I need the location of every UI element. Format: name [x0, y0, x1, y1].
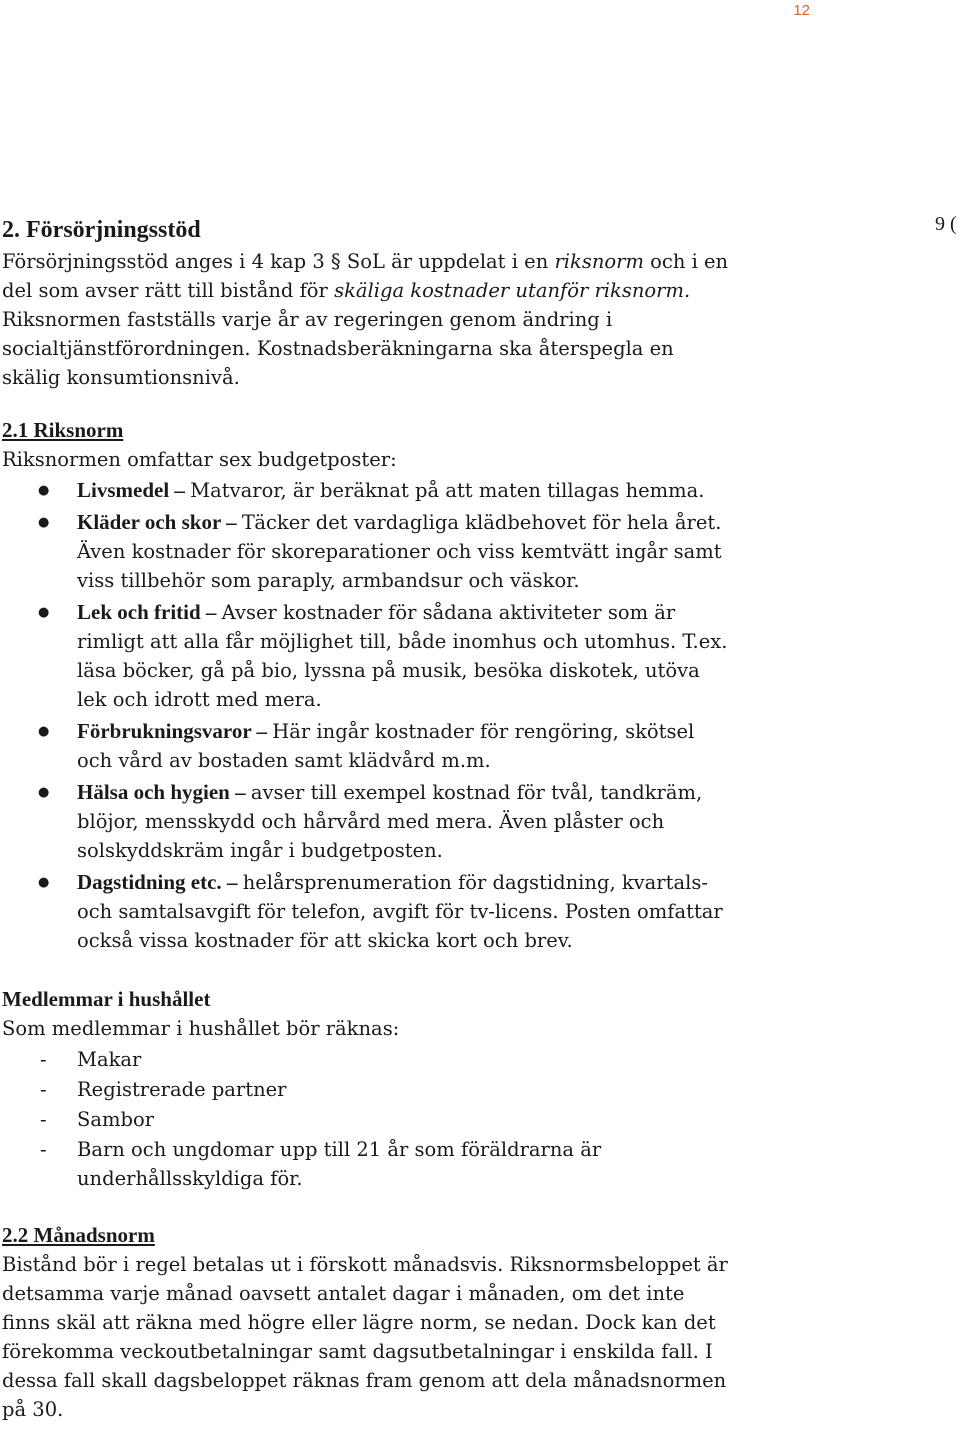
emphasis-skaliga-kostnader: skäliga kostnader utanför riksnorm. [334, 279, 691, 302]
budget-item-term: Dagstidning etc. [77, 870, 222, 894]
members-intro: Som medlemmar i hushållet bör räknas: [2, 1017, 400, 1040]
riksnorm-intro: Riksnormen omfattar sex budgetposter: [2, 448, 397, 471]
subsection-heading-manadsnorm: 2.2 Månadsnorm [2, 1223, 155, 1247]
document-body [2, 214, 732, 1424]
budget-item-list [2, 476, 732, 955]
budget-item-dash: – [251, 719, 273, 743]
budget-item-description: Här ingår kostnader för rengöring, skötsel och vård av bostaden samt klädvård m.m. [77, 720, 695, 772]
budget-item-dash: – [220, 510, 242, 534]
budget-item-description: Avser kostnader för sådana aktiviteter som är rimligt att alla får möjlighet till, både inomhus och utomhus. T.ex. läsa böcker, gå på bio, lyssna på musik, besöka diskotek, utöva lek och idrott med mera. [77, 601, 728, 711]
page-header-bar [0, 0, 960, 20]
budget-item-term: Hälsa och hygien [77, 780, 230, 804]
emphasis-riksnorm: riksnorm [554, 250, 644, 273]
budget-item [2, 598, 732, 714]
section-heading-forsorjningsstod: 2. Försörjningsstöd [2, 217, 201, 243]
budget-item-description: avser till exempel kostnad för tvål, tandkräm, blöjor, mensskydd och hårvård med mera. Även plåster och solskyddskräm ingår i budgetposten. [77, 781, 703, 862]
budget-item [2, 868, 732, 955]
members-heading: Medlemmar i hushållet [2, 987, 211, 1011]
budget-item-term: Förbrukningsvaror [77, 719, 252, 743]
budget-item-description: helårsprenumeration för dagstidning, kvartals- och samtalsavgift för telefon, avgift för tv-licens. Posten omfattar också vissa kostnader för att skicka kort och brev. [77, 871, 723, 952]
section-paragraph-intro [2, 247, 732, 392]
member-list-item: - Registrerade partner [2, 1075, 732, 1104]
budget-item-dash: – [200, 600, 222, 624]
budget-item-term: Lek och fritid [77, 600, 201, 624]
budget-item [2, 778, 732, 865]
budget-item-dash: – [221, 870, 243, 894]
member-list-item: - Sambor [2, 1105, 732, 1134]
budget-item [2, 476, 732, 505]
intro-text-1: Försörjningsstöd anges i 4 kap 3 § SoL är uppdelat i en [2, 250, 555, 273]
budget-item-dash: – [169, 478, 191, 502]
budget-item-term: Kläder och skor [77, 510, 221, 534]
subsection-heading-riksnorm: 2.1 Riksnorm [2, 418, 124, 442]
budget-item [2, 717, 732, 775]
member-list-item: - Makar [2, 1045, 732, 1074]
intro-text-2: och i en del som avser rätt till bistånd för [2, 250, 729, 302]
member-list [2, 1045, 732, 1193]
budget-item-term: Livsmedel [77, 478, 170, 502]
budget-item [2, 508, 732, 595]
budget-item-description: Matvaror, är beräknat på att maten tillagas hemma. [190, 479, 705, 502]
page-number: 12 [793, 2, 810, 19]
manadsnorm-paragraph: Bistånd bör i regel betalas ut i förskott månadsvis. Riksnormsbeloppet är detsamma varje månad oavsett antalet dagar i månaden, om det inte finns skäl att räkna med högre eller lägre norm, se nedan. Dock kan det förekomma veckoutbetalningar samt dagsutbetalningar i enskilda fall. I dessa fall skall dagsbeloppet räknas fram genom att dela månadsnormen på 30. [2, 1253, 728, 1421]
intro-text-3: Riksnormen fastställs varje år av regeringen genom ändring i socialtjänstförordningen. Kostnadsberäkningarna ska återspegla en skälig konsumtionsnivå. [2, 308, 674, 389]
page-side-reference: 9 ( [935, 213, 957, 235]
budget-item-dash: – [229, 780, 251, 804]
budget-item-description: Täcker det vardagliga klädbehovet för hela året. Även kostnader för skoreparationer och viss kemtvätt ingår samt viss tillbehör som paraply, armbandsur och väskor. [77, 511, 722, 592]
member-list-item: - Barn och ungdomar upp till 21 år som föräldrarna är underhållsskyldiga för. [2, 1135, 732, 1193]
